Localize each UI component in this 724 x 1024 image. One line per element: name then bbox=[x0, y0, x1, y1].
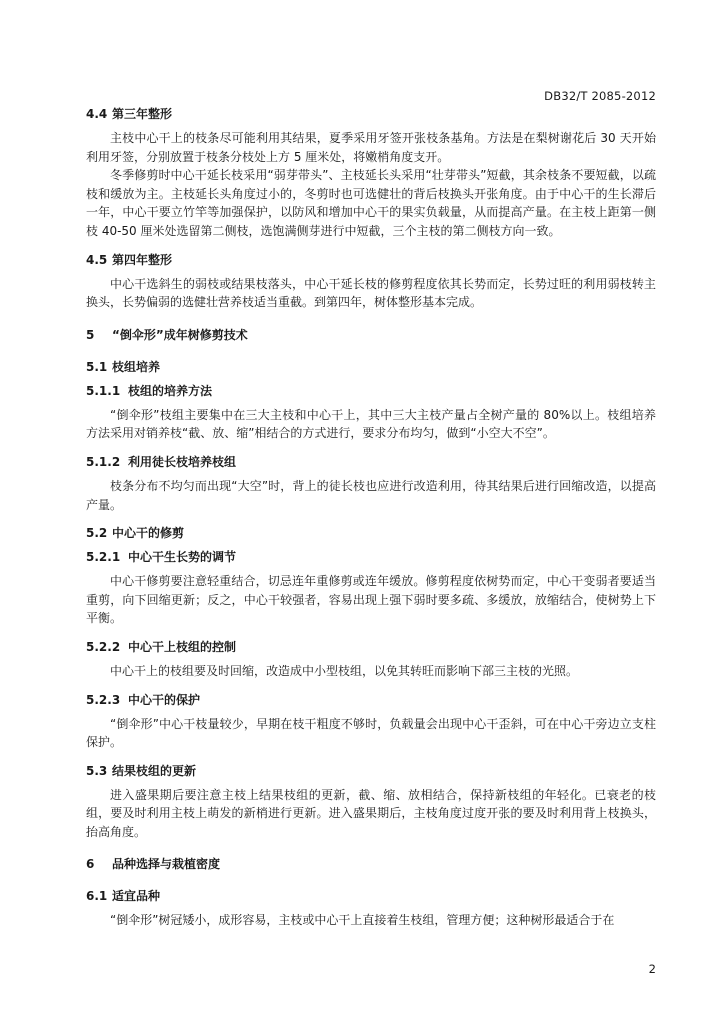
paragraph: “倒伞形”中心干枝量较少，早期在枝干粗度不够时，负载量会出现中心干歪斜，可在中心干旁边立支柱保护。 bbox=[86, 716, 656, 750]
paragraph: 主枝中心干上的枝条尽可能利用其结果，夏季采用牙签开张枝条基角。方法是在梨树谢花后 30 天开始利用牙签，分别放置于枝条分枝处上方 5 厘米处，将嫩梢角度支开。 bbox=[86, 131, 656, 164]
paragraph: 中心干选斜生的弱枝或结果枝落头，中心干延长枝的修剪程度依其长势而定，长势过旺的利用弱枝转主换头，长势偏弱的选健壮营养枝适当重截。到第四年，树体整形基本完成。 bbox=[86, 276, 656, 310]
section-heading-6-1: 6.1 适宜品种 bbox=[86, 889, 161, 904]
subsection-heading-5-1-1: 5.1.1 枝组的培养方法 bbox=[86, 383, 213, 398]
document-body bbox=[86, 105, 656, 930]
paragraph: 进入盛果期后要注意主枝上结果枝组的更新，截、缩、放相结合，保持新枝组的年轻化。已衰老的枝组，要及时利用主枝上萌发的新梢进行更新。进入盛果期后，主枝角度过度开张的要及时利用背上枝换头，抬高角度。 bbox=[86, 787, 656, 839]
paragraph: 中心干上的枝组要及时回缩，改造成中小型枝组，以免其转旺而影响下部三主枝的光照。 bbox=[110, 663, 579, 678]
subsection-heading-5-2-1: 5.2.1 中心干生长势的调节 bbox=[86, 550, 237, 565]
subsection-heading-5-2-2: 5.2.2 中心干上枝组的控制 bbox=[86, 639, 237, 654]
paragraph: 中心干修剪要注意轻重结合，切忌连年重修剪或连年缓放。修剪程度依树势而定，中心干变弱者要适当重剪，向下回缩更新；反之，中心干较强者，容易出现上强下弱时要多疏、多缓放，放缩结合，使树势上下平衡。 bbox=[86, 574, 656, 626]
paragraph: “倒伞形”树冠矮小，成形容易，主枝或中心干上直接着生枝组，管理方便；这种树形最适合于在 bbox=[110, 913, 615, 928]
section-heading-5-3: 5.3 结果枝组的更新 bbox=[86, 763, 197, 778]
subsection-heading-5-2-3: 5.2.3 中心干的保护 bbox=[86, 692, 201, 707]
subsection-heading-5-1-2: 5.1.2 利用徒长枝培养枝组 bbox=[86, 454, 237, 469]
paragraph: 枝条分布不均匀而出现“大空”时，背上的徒长枝也应进行改造利用，待其结果后进行回缩改造，以提高产量。 bbox=[86, 478, 656, 512]
chapter-heading-6: 6 品种选择与栽植密度 bbox=[86, 857, 221, 872]
document-code: DB32/T 2085-2012 bbox=[544, 89, 656, 103]
section-heading-4-5: 4.5 第四年整形 bbox=[86, 252, 173, 267]
section-heading-4-4: 4.4 第三年整形 bbox=[86, 107, 173, 121]
section-heading-5-1: 5.1 枝组培养 bbox=[86, 359, 161, 374]
chapter-heading-5: 5 “倒伞形”成年树修剪技术 bbox=[86, 327, 248, 342]
paragraph: 冬季修剪时中心干延长枝采用“弱芽带头”、主枝延长头采用“壮芽带头”短截，其余枝条不要短截，以疏枝和缓放为主。主枝延长头角度过小的，冬剪时也可选健壮的背后枝换头开张角度。由于中心干的生长滞后一年，中心干要立竹竿等加强保护，以防风和增加中心干的果实负载量，从而提高产量。在主枝上距第一侧枝 40-50 厘米处选留第二侧枝，选饱满侧芽进行中短截，三个主枝的第二侧枝方向一致。 bbox=[86, 168, 656, 238]
paragraph: “倒伞形”枝组主要集中在三大主枝和中心干上，其中三大主枝产量占全树产量的 80%以上。枝组培养方法采用对销养枝“截、放、缩”相结合的方式进行，要求分布均匀，做到“小空大不空”。 bbox=[86, 407, 656, 441]
page-number: 2 bbox=[648, 962, 656, 976]
section-heading-5-2: 5.2 中心干的修剪 bbox=[86, 526, 185, 541]
